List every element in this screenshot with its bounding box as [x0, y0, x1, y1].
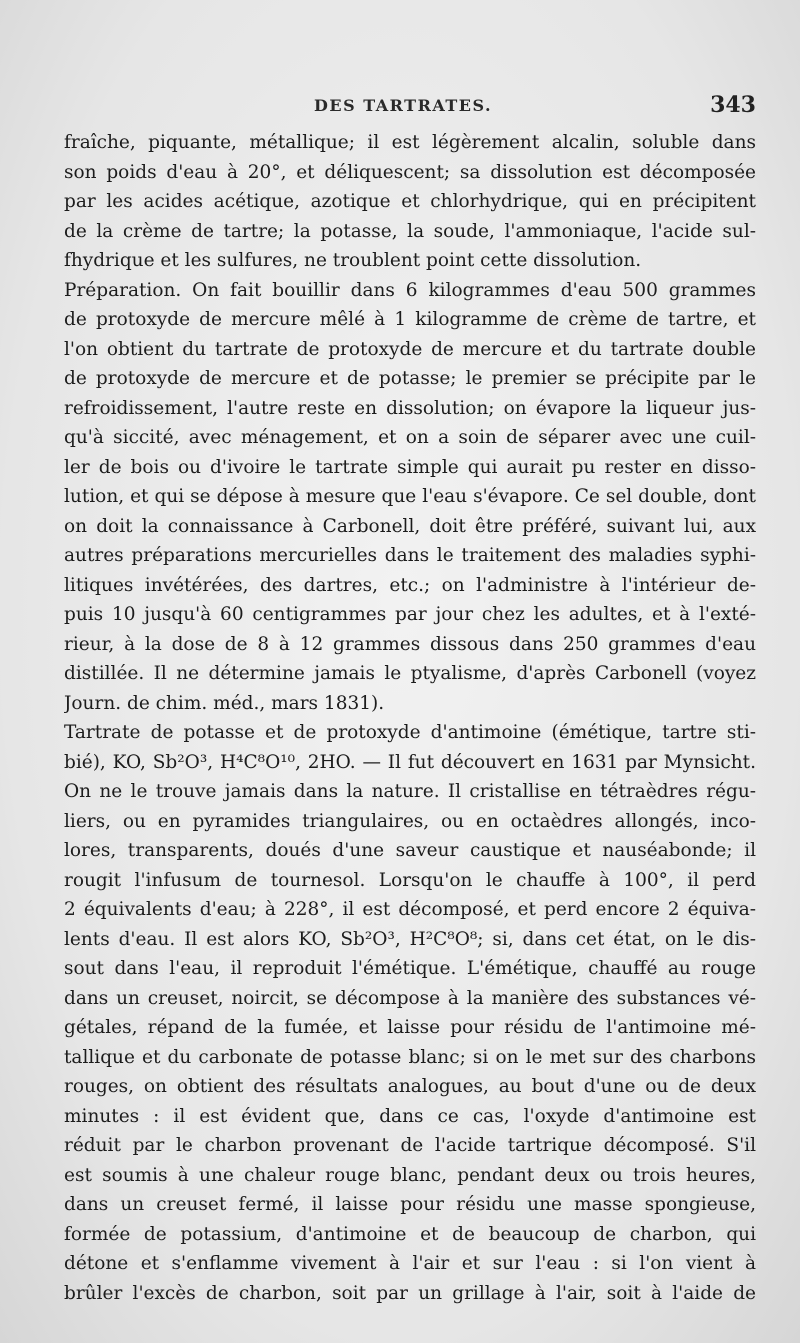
text-line: gétales, répand de la fumée, et laisse pour résidu de l'antimoine mé- [64, 1017, 756, 1038]
text-line: Tartrate de potasse et de protoxyde d'antimoine (émétique, tartre sti- [64, 722, 756, 743]
text-line: puis 10 jusqu'à 60 centigrammes par jour chez les adultes, et à l'exté- [64, 604, 756, 625]
text-line: rougit l'infusum de tournesol. Lorsqu'on le chauffe à 100°, il perd [64, 869, 756, 891]
text-line: ler de bois ou d'ivoire le tartrate simple qui aurait pu rester en disso- [64, 456, 756, 478]
body-text [64, 128, 756, 1308]
page-number: 343 [710, 92, 756, 118]
text-line: Journ. de chim. méd., mars 1831). [64, 692, 385, 714]
text-line: de la crème de tartre; la potasse, la soude, l'ammoniaque, l'acide sul- [64, 220, 756, 242]
text-line: détone et s'enflamme vivement à l'air et sur l'eau : si l'on vient à [64, 1253, 756, 1274]
text-line: par les acides acétique, azotique et chlorhydrique, qui en précipitent [64, 191, 756, 212]
text-line: tallique et du carbonate de potasse blanc; si on le met sur des charbons [64, 1046, 756, 1068]
text-line: lores, transparents, doués d'une saveur caustique et nauséabonde; il [64, 840, 756, 861]
text-line: de protoxyde de mercure et de potasse; le premier se précipite par le [64, 368, 756, 389]
text-line: liers, ou en pyramides triangulaires, ou en octaèdres allongés, inco- [64, 810, 756, 832]
text-line: de protoxyde de mercure mêlé à 1 kilogramme de crème de tartre, et [64, 309, 756, 330]
text-line: rouges, on obtient des résultats analogues, au bout d'une ou de deux [64, 1076, 756, 1097]
text-line: autres préparations mercurielles dans le traitement des maladies syphi- [64, 545, 756, 566]
text-line: 2 équivalents d'eau; à 228°, il est décomposé, et perd encore 2 équiva- [64, 899, 756, 920]
text-line: lents d'eau. Il est alors KO, Sb²O³, H²C⁸O⁸; si, dans cet état, on le dis- [64, 928, 756, 950]
text-line: Préparation. On fait bouillir dans 6 kilogrammes d'eau 500 grammes [64, 279, 756, 301]
text-line: On ne le trouve jamais dans la nature. Il cristallise en tétraèdres régu- [64, 781, 756, 802]
text-line: sout dans l'eau, il reproduit l'émétique. L'émétique, chauffé au rouge [64, 958, 756, 979]
page-header [64, 92, 756, 122]
text-line: formée de potassium, d'antimoine et de beaucoup de charbon, qui [64, 1223, 756, 1245]
text-line: rieur, à la dose de 8 à 12 grammes dissous dans 250 grammes d'eau [64, 633, 756, 655]
text-line: dans un creuset, noircit, se décompose à la manière des substances vé- [64, 987, 756, 1009]
text-line: réduit par le charbon provenant de l'acide tartrique décomposé. S'il [64, 1135, 756, 1156]
text-line: l'on obtient du tartrate de protoxyde de mercure et du tartrate double [64, 338, 756, 360]
text-line: dans un creuset fermé, il laisse pour résidu une masse spongieuse, [64, 1194, 756, 1215]
text-line: qu'à siccité, avec ménagement, et on a soin de séparer avec une cuil- [64, 427, 756, 448]
text-line: fraîche, piquante, métallique; il est légèrement alcalin, soluble dans [64, 132, 756, 153]
text-line: son poids d'eau à 20°, et déliquescent; sa dissolution est décomposée [64, 161, 756, 183]
text-line: est soumis à une chaleur rouge blanc, pendant deux ou trois heures, [64, 1164, 756, 1186]
text-line: lution, et qui se dépose à mesure que l'eau s'évapore. Ce sel double, dont [64, 486, 756, 507]
text-line: bié), KO, Sb²O³, H⁴C⁸O¹⁰, 2HO. — Il fut découvert en 1631 par Mynsicht. [64, 751, 756, 773]
text-line: distillée. Il ne détermine jamais le ptyalisme, d'après Carbonell (voyez [64, 663, 756, 684]
text-line: brûler l'excès de charbon, soit par un grillage à l'air, soit à l'aide de [64, 1282, 756, 1304]
text-line: fhydrique et les sulfures, ne troublent point cette dissolution. [64, 250, 642, 271]
running-title: DES TARTRATES. [314, 96, 493, 115]
text-line: minutes : il est évident que, dans ce cas, l'oxyde d'antimoine est [64, 1105, 756, 1127]
text-line: on doit la connaissance à Carbonell, doit être préféré, suivant lui, aux [64, 515, 756, 537]
text-line: refroidissement, l'autre reste en dissolution; on évapore la liqueur jus- [64, 397, 756, 419]
text-line: litiques invétérées, des dartres, etc.; on l'administre à l'intérieur de- [64, 574, 756, 596]
